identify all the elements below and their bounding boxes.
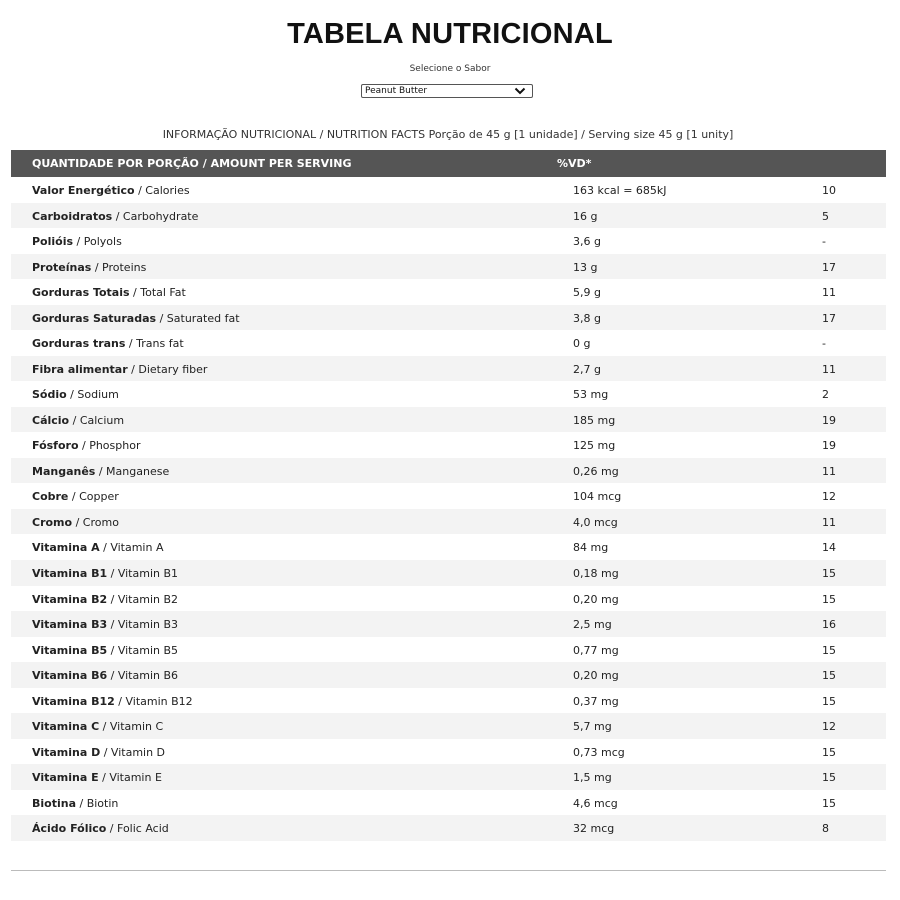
table-row — [11, 790, 886, 816]
nutrient-vd: 15 — [822, 745, 836, 759]
nutrient-vd: 17 — [822, 260, 836, 274]
nutrient-name-pt: Valor Energético — [32, 184, 135, 197]
nutrient-name-pt: Vitamina B3 — [32, 618, 108, 632]
nutrient-name-en: Total Fat — [140, 286, 186, 300]
nutrient-vd: 11 — [822, 464, 836, 478]
flavor-select[interactable] — [361, 84, 533, 98]
nutrient-name-en: Biotin — [86, 796, 119, 810]
nutrient-name-pt: Vitamina B2 — [32, 592, 108, 606]
nutrient-name-en: Cromo — [82, 515, 119, 529]
nutrient-name-en: Vitamin B12 — [125, 694, 193, 708]
nutrient-name-pt: Cobre — [32, 490, 69, 504]
nutrient-name-en: Calcium — [79, 413, 125, 427]
nutrient-vd: 12 — [822, 720, 836, 734]
table-row — [11, 815, 886, 841]
nutrient-name-separator: / — [76, 796, 87, 810]
chevron-down-icon — [514, 86, 526, 96]
nutrient-name-pt: Vitamina A — [32, 541, 100, 555]
nutrient-vd: 12 — [822, 490, 836, 504]
nutrient-name — [32, 465, 169, 478]
nutrient-name-pt: Proteínas — [32, 260, 92, 274]
nutrient-name-en: Vitamin B6 — [117, 669, 179, 683]
nutrient-name — [32, 235, 122, 248]
nutrient-name-separator: / — [112, 209, 123, 223]
nutrient-name — [32, 184, 190, 197]
nutrient-name-separator: / — [100, 745, 111, 759]
nutrient-amount: 104 mcg — [573, 490, 622, 504]
nutrient-name-separator: / — [107, 643, 118, 657]
nutrient-name-separator: / — [99, 541, 111, 555]
nutrient-name-pt: Manganês — [32, 464, 96, 478]
table-row — [11, 254, 886, 280]
table-row — [11, 713, 886, 739]
nutrient-name-en: Carbohydrate — [122, 209, 199, 223]
table-row — [11, 330, 886, 356]
table-row — [11, 509, 886, 535]
nutrient-vd: 15 — [822, 566, 836, 580]
nutrient-name — [32, 490, 119, 503]
nutrient-name-pt: Ácido Fólico — [32, 822, 107, 836]
nutrient-name-separator: / — [73, 235, 84, 249]
nutrient-vd: - — [822, 235, 826, 249]
nutrient-amount: 0,26 mg — [573, 464, 619, 478]
table-row — [11, 458, 886, 484]
nutrient-vd: 15 — [822, 694, 836, 708]
nutrient-vd: 19 — [822, 413, 836, 427]
nutrient-amount: 0,18 mg — [573, 566, 619, 580]
header-vd: %VD* — [557, 157, 592, 170]
nutrient-amount: 5,7 mg — [573, 720, 612, 734]
nutrient-name-pt: Fósforo — [32, 439, 79, 453]
nutrient-name-pt: Vitamina B6 — [32, 669, 108, 683]
nutrition-table — [11, 150, 886, 841]
nutrient-name-en: Vitamin E — [109, 771, 162, 785]
nutrient-name-separator: / — [107, 669, 118, 683]
nutrient-name-en: Proteins — [102, 260, 147, 274]
nutrient-name-pt: Cromo — [32, 515, 73, 529]
table-row — [11, 739, 886, 765]
table-row — [11, 203, 886, 229]
table-body — [11, 177, 886, 841]
nutrient-name-separator: / — [68, 490, 80, 504]
nutrient-amount: 4,6 mcg — [573, 796, 618, 810]
nutrient-name-pt: Biotina — [32, 796, 76, 810]
nutrient-amount: 3,6 g — [573, 235, 601, 249]
nutrient-name — [32, 644, 178, 657]
nutrient-name-pt: Polióis — [32, 235, 74, 249]
nutrient-name-separator: / — [114, 694, 126, 708]
nutrient-vd: 11 — [822, 362, 836, 376]
nutrient-name — [32, 337, 184, 350]
nutrient-name-pt: Vitamina B5 — [32, 643, 108, 657]
nutrient-name-en: Polyols — [83, 235, 122, 249]
table-row — [11, 483, 886, 509]
nutrient-name-separator: / — [91, 260, 103, 274]
nutrient-name-en: Saturated fat — [166, 311, 240, 325]
nutrient-name — [32, 771, 162, 784]
nutrient-name — [32, 669, 178, 682]
nutrient-name-pt: Vitamina E — [32, 771, 99, 785]
nutrient-name-separator: / — [95, 464, 107, 478]
nutrient-vd: 11 — [822, 515, 836, 529]
nutrient-vd: 15 — [822, 796, 836, 810]
nutrient-name-pt: Gorduras Saturadas — [32, 311, 157, 325]
nutrient-name — [32, 286, 186, 299]
nutrient-name-en: Manganese — [106, 464, 170, 478]
nutrient-name-pt: Fibra alimentar — [32, 362, 128, 376]
nutrient-name-separator: / — [106, 822, 118, 836]
nutrient-name-en: Vitamin A — [110, 541, 164, 555]
nutrient-name-separator: / — [78, 439, 90, 453]
nutrient-name-pt: Sódio — [32, 388, 67, 402]
table-header — [11, 150, 886, 177]
table-row — [11, 432, 886, 458]
nutrient-vd: 17 — [822, 311, 836, 325]
nutrient-name-separator: / — [107, 566, 118, 580]
nutrient-vd: 19 — [822, 439, 836, 453]
nutrient-name — [32, 695, 193, 708]
table-row — [11, 611, 886, 637]
nutrient-amount: 185 mg — [573, 413, 616, 427]
table-row — [11, 305, 886, 331]
nutrient-amount: 16 g — [573, 209, 598, 223]
nutrient-name — [32, 516, 119, 529]
nutrient-name-separator: / — [99, 720, 110, 734]
nutrient-amount: 84 mg — [573, 541, 609, 555]
nutrient-name — [32, 439, 140, 452]
table-row — [11, 662, 886, 688]
nutrient-amount: 13 g — [573, 260, 598, 274]
nutrient-vd: 16 — [822, 618, 836, 632]
nutrient-name-en: Trans fat — [136, 337, 184, 351]
nutrient-amount: 0,77 mg — [573, 643, 619, 657]
nutrient-name — [32, 746, 165, 759]
nutrient-name-en: Folic Acid — [117, 822, 169, 836]
table-row — [11, 381, 886, 407]
flavor-select-value: Peanut Butter — [365, 86, 428, 96]
nutrient-amount: 3,8 g — [573, 311, 601, 325]
table-row — [11, 177, 886, 203]
flavor-label: Selecione o Sabor — [409, 64, 491, 74]
nutrient-vd: 8 — [822, 822, 829, 836]
nutrient-name-separator: / — [69, 413, 80, 427]
nutrient-name-pt: Gorduras Totais — [32, 286, 130, 300]
nutrient-vd: 10 — [822, 184, 836, 197]
nutrient-vd: 2 — [822, 388, 829, 402]
nutrient-name — [32, 822, 169, 835]
nutrient-name-en: Vitamin B1 — [117, 566, 179, 580]
nutrient-name — [32, 261, 146, 274]
nutrient-name-en: Copper — [79, 490, 119, 504]
table-row — [11, 356, 886, 382]
nutrient-name — [32, 567, 178, 580]
nutrient-name — [32, 797, 118, 810]
table-row — [11, 764, 886, 790]
nutrient-name-separator: / — [125, 337, 137, 351]
nutrient-name-en: Phosphor — [89, 439, 141, 453]
nutrient-name-separator: / — [134, 184, 146, 197]
nutrient-name-pt: Gorduras trans — [32, 337, 126, 351]
table-row — [11, 637, 886, 663]
nutrient-vd: 11 — [822, 286, 836, 300]
page-title: TABELA NUTRICIONAL — [287, 18, 613, 50]
nutrient-name-pt: Vitamina B1 — [32, 566, 108, 580]
nutrient-name-separator: / — [98, 771, 110, 785]
nutrient-amount: 0,37 mg — [573, 694, 619, 708]
nutrient-name-pt: Cálcio — [32, 413, 70, 427]
header-amount-per-serving: QUANTIDADE POR PORÇÃO / AMOUNT PER SERVING — [32, 157, 352, 170]
nutrient-amount: 2,7 g — [573, 362, 601, 376]
nutrient-amount: 5,9 g — [573, 286, 601, 300]
nutrient-vd: - — [822, 337, 826, 351]
nutrient-name — [32, 312, 240, 325]
nutrient-vd: 15 — [822, 669, 836, 683]
nutrient-name — [32, 541, 163, 554]
nutrient-name — [32, 593, 178, 606]
nutrient-amount: 0,20 mg — [573, 669, 619, 683]
nutrient-name-separator: / — [156, 311, 167, 325]
nutrient-amount: 2,5 mg — [573, 618, 612, 632]
nutrient-name — [32, 210, 198, 223]
nutrient-amount: 163 kcal = 685kJ — [573, 184, 667, 197]
nutrient-name-pt: Carboidratos — [32, 209, 113, 223]
nutrient-name-pt: Vitamina B12 — [32, 694, 115, 708]
table-row — [11, 407, 886, 433]
nutrient-name-separator: / — [129, 286, 141, 300]
nutrient-name — [32, 388, 119, 401]
table-row — [11, 586, 886, 612]
table-row — [11, 228, 886, 254]
nutrient-amount: 4,0 mcg — [573, 515, 618, 529]
nutrient-name-pt: Vitamina D — [32, 745, 101, 759]
nutrient-amount: 0,20 mg — [573, 592, 619, 606]
nutrient-vd: 15 — [822, 592, 836, 606]
nutrient-name — [32, 720, 163, 733]
nutrient-name-pt: Vitamina C — [32, 720, 100, 734]
nutrient-name-en: Vitamin B3 — [117, 618, 179, 632]
nutrient-name-separator: / — [72, 515, 83, 529]
nutrient-vd: 15 — [822, 643, 836, 657]
nutrient-vd: 5 — [822, 209, 829, 223]
table-row — [11, 279, 886, 305]
table-row — [11, 688, 886, 714]
nutrient-name-separator: / — [107, 592, 118, 606]
nutrient-amount: 0,73 mcg — [573, 745, 625, 759]
bottom-divider — [11, 870, 886, 871]
nutrient-name-en: Dietary fiber — [138, 362, 208, 376]
nutrient-vd: 14 — [822, 541, 836, 555]
nutrient-name — [32, 363, 207, 376]
nutrient-name-en: Calories — [145, 184, 190, 197]
nutrient-name-en: Vitamin B2 — [117, 592, 179, 606]
nutrient-amount: 53 mg — [573, 388, 609, 402]
serving-info: INFORMAÇÃO NUTRICIONAL / NUTRITION FACTS Porção de 45 g [1 unidade] / Serving size 45 g [1 unity] — [162, 128, 734, 141]
nutrient-name-separator: / — [107, 618, 118, 632]
nutrient-name — [32, 618, 178, 631]
nutrient-amount: 125 mg — [573, 439, 616, 453]
nutrient-name-separator: / — [66, 388, 78, 402]
nutrient-name-en: Vitamin C — [109, 720, 164, 734]
nutrient-name-separator: / — [127, 362, 139, 376]
table-row — [11, 560, 886, 586]
nutrient-amount: 1,5 mg — [573, 771, 612, 785]
nutrient-name-en: Vitamin D — [110, 745, 166, 759]
nutrient-vd: 15 — [822, 771, 836, 785]
nutrient-amount: 0 g — [573, 337, 591, 351]
nutrient-name — [32, 414, 124, 427]
table-row — [11, 534, 886, 560]
nutrient-name-en: Sodium — [77, 388, 119, 402]
nutrient-amount: 32 mcg — [573, 822, 615, 836]
nutrient-name-en: Vitamin B5 — [117, 643, 179, 657]
